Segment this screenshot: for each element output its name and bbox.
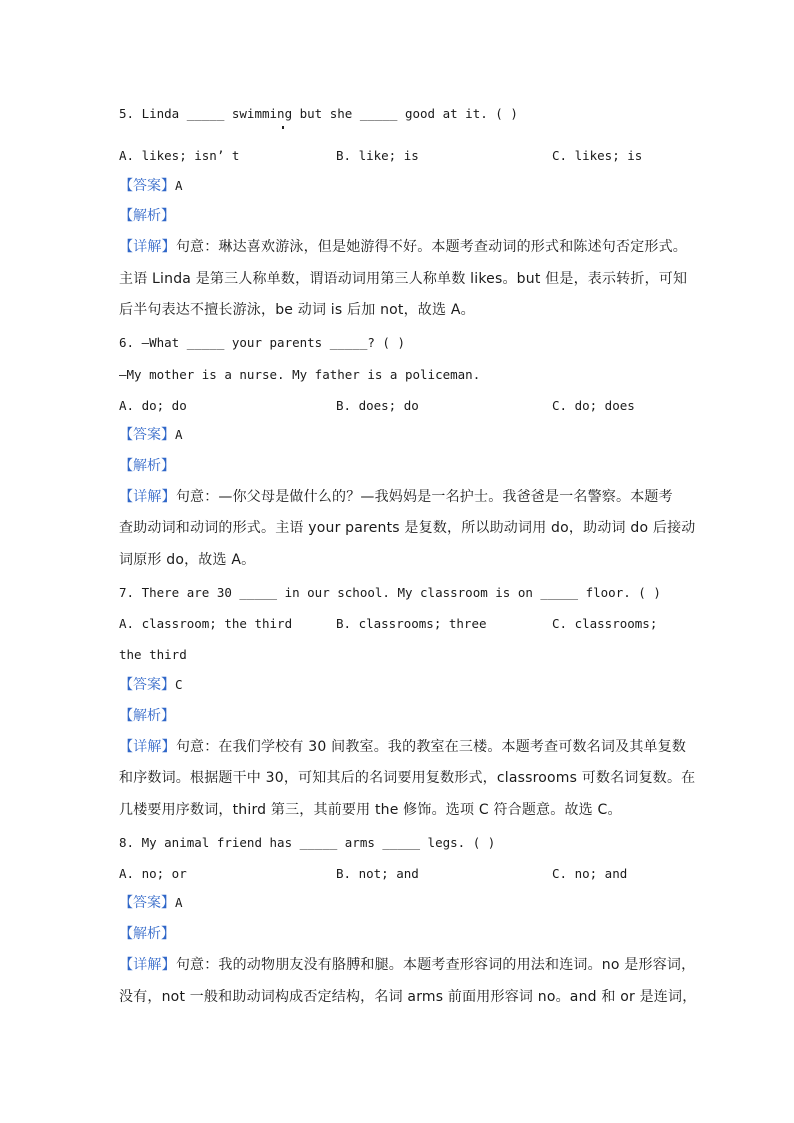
q7-option-c: C. classrooms;	[552, 616, 658, 631]
detail-tag: 【详解】	[119, 739, 176, 755]
question-5-text: 5. Linda _____ swimming but she _____ good at it. ( )	[119, 106, 518, 121]
q6-option-b: B. does; do	[336, 398, 419, 413]
q8-analysis-tag: 【解析】	[119, 926, 175, 942]
q5-detail-line-3: 后半句表达不擅长游泳，be 动词 is 后加 not，故选 A。	[119, 302, 475, 318]
q7-option-b: B. classrooms; three	[336, 616, 487, 631]
q8-option-a: A. no; or	[119, 866, 187, 881]
q6-option-c: C. do; does	[552, 398, 635, 413]
q8-option-c: C. no; and	[552, 866, 628, 881]
q8-option-b: B. not; and	[336, 866, 419, 881]
detail-text: 句意：—你父母是做什么的？—我妈妈是一名护士。我爸爸是一名警察。本题考	[175, 489, 673, 505]
answer-value: A	[175, 178, 183, 193]
question-8-text: 8. My animal friend has _____ arms _____ legs. ( )	[119, 835, 496, 850]
q5-option-b: B. like; is	[336, 148, 419, 163]
q6-detail-line-2: 查助动词和动词的形式。主语 your parents 是复数，所以助动词用 do，助动词 do 后接动	[119, 520, 696, 536]
q6-detail-line-1	[119, 487, 673, 507]
q5-detail-line-1	[119, 237, 687, 257]
answer-tag: 【答案】	[119, 178, 175, 194]
q7-detail-line-2: 和序数词。根据题干中 30，可知其后的名词要用复数形式，classrooms 可数名词复数。在	[119, 770, 696, 786]
q5-option-a: A. likes; isn’ t	[119, 148, 240, 163]
detail-text: 句意：在我们学校有 30 间教室。我的教室在三楼。本题考查可数名词及其单复数	[175, 739, 687, 755]
q6-analysis-tag: 【解析】	[119, 458, 175, 474]
q5-detail-line-2: 主语 Linda 是第三人称单数，谓语动词用第三人称单数 likes。but 但是，表示转折，可知	[119, 271, 688, 287]
q5-answer	[119, 176, 183, 197]
q6-answer	[119, 425, 183, 446]
answer-tag: 【答案】	[119, 677, 175, 693]
q7-detail-line-1	[119, 737, 686, 757]
answer-value: A	[175, 895, 183, 910]
q8-detail-line-2: 没有，not 一般和助动词构成否定结构，名词 arms 前面用形容词 no。and 和 or 是连词，	[119, 989, 697, 1005]
detail-text: 句意：我的动物朋友没有胳膊和腿。本题考查形容词的用法和连词。no 是形容词，	[175, 957, 696, 973]
answer-value: C	[175, 677, 183, 692]
stray-mark	[282, 126, 284, 129]
q7-option-a: A. classroom; the third	[119, 616, 293, 631]
q5-option-c: C. likes; is	[552, 148, 643, 163]
q7-option-c-continued: the third	[119, 647, 187, 662]
q8-detail-line-1	[119, 955, 695, 975]
q5-analysis-tag: 【解析】	[119, 208, 175, 224]
q8-answer	[119, 893, 183, 914]
question-6-text: 6. —What _____ your parents _____? ( )	[119, 335, 405, 350]
q7-detail-line-3: 几楼要用序数词，third 第三，其前要用 the 修饰。选项 C 符合题意。故选 C。	[119, 802, 622, 818]
question-7-text: 7. There are 30 _____ in our school. My classroom is on _____ floor. ( )	[119, 585, 661, 600]
question-6-reply: —My mother is a nurse. My father is a policeman.	[119, 367, 481, 382]
detail-tag: 【详解】	[119, 489, 176, 505]
q6-option-a: A. do; do	[119, 398, 187, 413]
detail-tag: 【详解】	[119, 239, 176, 255]
answer-tag: 【答案】	[119, 427, 175, 443]
answer-tag: 【答案】	[119, 895, 175, 911]
answer-value: A	[175, 427, 183, 442]
q7-answer	[119, 675, 183, 696]
detail-tag: 【详解】	[119, 957, 176, 973]
q6-detail-line-3: 词原形 do，故选 A。	[119, 552, 256, 568]
q7-analysis-tag: 【解析】	[119, 708, 175, 724]
detail-text: 句意：琳达喜欢游泳，但是她游得不好。本题考查动词的形式和陈述句否定形式。	[175, 239, 688, 255]
